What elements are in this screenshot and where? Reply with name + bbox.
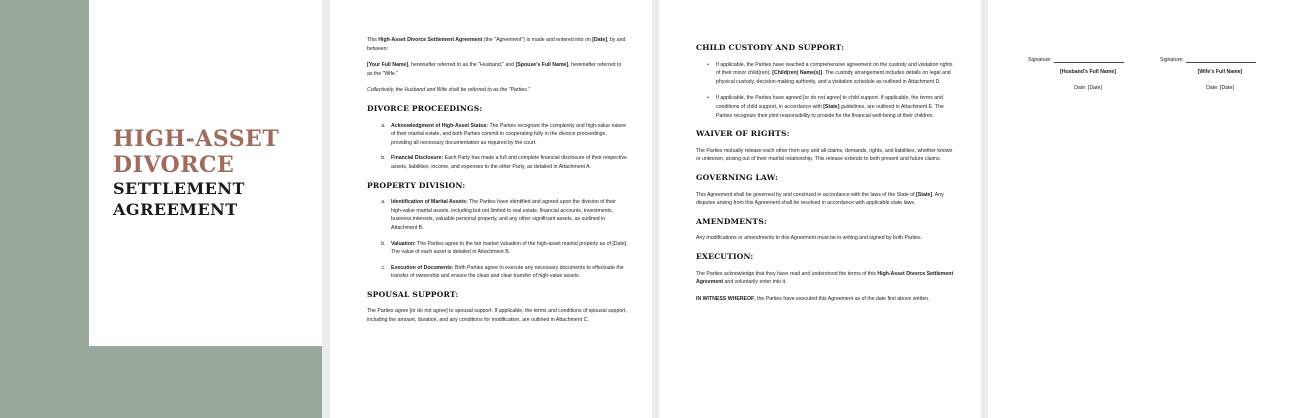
governing-law-heading: GOVERNING LAW: <box>696 172 778 182</box>
cover-title-line3: SETTLEMENT <box>113 179 245 198</box>
signature-line <box>1054 56 1124 63</box>
page-2-content <box>367 36 628 333</box>
cover-title-line1: HIGH-ASSET <box>113 126 280 152</box>
property-division-heading: PROPERTY DIVISION: <box>367 180 466 190</box>
property-division-list <box>367 198 628 281</box>
page-2 <box>330 0 652 418</box>
husband-date: Date: [Date] <box>1074 85 1102 91</box>
page-3-content <box>696 44 957 311</box>
spousal-support-paragraph: The Parties agree [or do not agree] to spousal support. If applicable, the terms and conditions of spousal support, including the amount, duration, and any conditions for modification, are outlined in Attachment C. <box>367 308 627 324</box>
list-item: c. Execution of Documents: Both Parties agree to execute any necessary documents to effectuate the transfer of ownership and ensure the clean and clear transfer of high-value assets. <box>387 264 628 281</box>
signature-label: Signature: <box>1160 57 1184 63</box>
cover-bottom-band <box>0 346 322 418</box>
execution-paragraph: The Parties acknowledge that they have read and understood the terms of this High-Asset Divorce Settlement Agreement and voluntarily enter into it. <box>696 270 954 286</box>
child-custody-heading: CHILD CUSTODY AND SUPPORT: <box>696 43 845 52</box>
governing-law-paragraph: This Agreement shall be governed by and construed in accordance with the laws of the State of [State]. Any disputes arising from this Agreement shall be resolved in accordance with applicable state laws. <box>696 191 944 207</box>
wife-name: [Wife's Full Name] <box>1197 69 1243 75</box>
list-item: • If applicable, the Parties have reached a comprehensive agreement on the custody and visitation rights of their minor child(ren): [Child(ren) Name(s)]. The custody arrangement includes details on legal and physical custody, decision-making authority, and a visitation schedule as outlined in Attachment D. <box>716 61 957 87</box>
signature-line <box>1186 56 1256 63</box>
list-item: b. Financial Disclosure: Each Party has made a full and complete financial disclosure of their respective assets, liabilities, income, and expenses to the other Party, as detailed in Attachment A. <box>387 154 628 171</box>
list-item: b. Valuation: The Parties agree to the fair market valuation of the high-asset marital property as of [Date]. The value of each asset is detailed in Attachment B. <box>387 240 628 257</box>
waiver-heading: WAIVER OF RIGHTS: <box>696 129 790 139</box>
waiver-paragraph: The Parties mutually release each other from any and all claims, demands, rights, and liabilities, whether known or unknown, arising out of their marital relationship. This release extends to both present and future claims. <box>696 147 953 163</box>
divorce-proceedings-heading: DIVORCE PROCEEDINGS: <box>367 103 483 113</box>
husband-name: [Husband's Full Name] <box>1060 69 1116 75</box>
husband-signature <box>1028 56 1148 91</box>
cover-title-line4: AGREEMENT <box>113 200 238 219</box>
wife-signature <box>1160 56 1280 91</box>
spousal-support-heading: SPOUSAL SUPPORT: <box>367 289 459 299</box>
child-custody-list <box>696 61 957 121</box>
execution-heading: EXECUTION: <box>696 251 754 261</box>
divorce-proceedings-list <box>367 122 628 172</box>
parties-paragraph: [Your Full Name], hereinafter referred to as the "Husband," and [Spouse's Full Name], hereinafter referred to as the "Wife." <box>367 62 622 77</box>
cover-title-line2: DIVORCE <box>113 152 235 178</box>
list-item: a. Identification of Marital Assets: The Parties have identified and agreed upon the division of their high-value marital assets, including but not limited to real estate, financial accounts, investments, business interests, valuable personal property, and any other significant assets, as outlined in Attachment B. <box>387 198 628 232</box>
list-item: a. Acknowledgment of High-Asset Status: The Parties recognize the complexity and high-value nature of their marital estate, and both Parties commit to cooperating fully in the divorce proceedings, providing all necessary documentation as required by the court. <box>387 122 628 148</box>
wife-date: Date: [Date] <box>1206 85 1234 91</box>
page-4 <box>988 0 1310 418</box>
cover-title <box>113 126 279 220</box>
signature-label: Signature: <box>1028 57 1052 63</box>
amendments-paragraph: Any modifications or amendments to this Agreement must be in writing and signed by both Parties. <box>696 235 923 242</box>
witness-paragraph: IN WITNESS WHEREOF, the Parties have executed this Agreement as of the date first above written. <box>696 295 930 302</box>
list-item: • If applicable, the Parties have agreed [or do not agree] to child support. If applicable, the terms and conditions of child support, in accordance with [State] guidelines, are outlined in Attachment E. The Parties recognize their joint responsibility to provide for the financial well-being of their children. <box>716 94 957 120</box>
amendments-heading: AMENDMENTS: <box>696 216 767 226</box>
intro-paragraph: This High-Asset Divorce Settlement Agreement (the "Agreement") is made and entered into on [Date], by and between: <box>367 37 626 52</box>
cover-page <box>0 0 322 418</box>
page-3 <box>659 0 981 418</box>
collective-paragraph: Collectively, the Husband and Wife shall be referred to as the "Parties." <box>367 87 530 94</box>
